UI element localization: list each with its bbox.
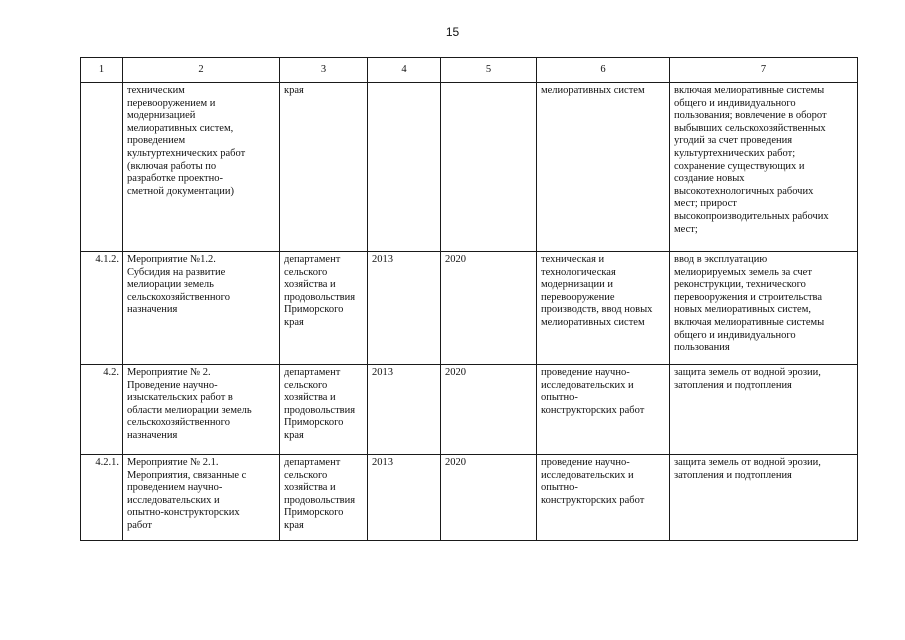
cell-text-line: сельского — [284, 469, 328, 481]
cell-text-line: перевооружения и строительства — [674, 291, 823, 303]
cell-text-line: культуртехнических работ; — [674, 147, 796, 159]
table-body — [81, 83, 858, 541]
cell-text-line: департамент — [284, 367, 341, 378]
cell-text-line: техническая и — [541, 254, 605, 265]
cell-text-line: угодий за счет проведения — [674, 135, 793, 147]
cell-text-line: перевооружением и — [127, 97, 216, 109]
cell-content — [537, 252, 670, 365]
cell-result — [670, 83, 858, 252]
cell-text-line: сельского — [284, 379, 328, 391]
cell-text-line: мелиорации земель — [127, 279, 214, 291]
cell-text-line: продовольствия — [284, 494, 356, 506]
cell-end-year: 2020 — [441, 455, 537, 541]
cell-text-line: мест; прирост — [674, 198, 737, 210]
cell-number: 4.2.1. — [81, 455, 123, 541]
cell-text-line: Приморского — [284, 417, 344, 429]
cell-end-year: 2020 — [441, 252, 537, 365]
cell-text-line: исследовательских и — [127, 494, 220, 506]
cell-activity — [123, 365, 280, 455]
cell-text-line: департамент — [284, 254, 341, 265]
cell-text-line: опытно- — [541, 392, 578, 404]
cell-text-line: затопления и подтопления — [674, 379, 792, 391]
cell-text-line: хозяйства и — [284, 482, 336, 494]
cell-text-line: назначения — [127, 429, 178, 441]
cell-text-line: выбывших сельскохозяйственных — [674, 122, 826, 134]
cell-text-line: продовольствия — [284, 291, 356, 303]
cell-text-line: пользования — [674, 342, 730, 354]
cell-text-line: изыскательских работ в — [127, 392, 233, 404]
cell-text-line: технологическая — [541, 266, 616, 278]
cell-text-line: Субсидия на развитие — [127, 266, 226, 278]
cell-start-year: 2013 — [368, 455, 441, 541]
cell-text-line: проведение научно- — [541, 367, 630, 378]
cell-number: 4.1.2. — [81, 252, 123, 365]
cell-text-line: высокотехнологичных рабочих — [674, 185, 814, 197]
cell-text-line: Мероприятие № 2. — [127, 367, 211, 378]
cell-result — [670, 455, 858, 541]
cell-text-line: модернизации и — [541, 279, 613, 291]
cell-text-line: Приморского — [284, 507, 344, 519]
header-row — [81, 58, 858, 83]
cell-activity — [123, 455, 280, 541]
cell-text-line: хозяйства и — [284, 279, 336, 291]
cell-end-year: 2020 — [441, 365, 537, 455]
cell-text-line: исследовательских и — [541, 379, 634, 391]
cell-text-line: конструкторских работ — [541, 494, 645, 506]
cell-text-line: разработке проектно- — [127, 173, 223, 185]
cell-text-line: конструкторских работ — [541, 404, 645, 416]
program-table — [80, 57, 858, 541]
cell-text-line: пользования; вовлечение в оборот — [674, 110, 827, 122]
cell-text-line: опытно-конструкторских — [127, 507, 240, 519]
cell-text-line: проведение научно- — [541, 457, 630, 468]
cell-text-line: края — [284, 429, 304, 441]
cell-start-year: 2013 — [368, 365, 441, 455]
cell-text-line: высокопроизводительных рабочих — [674, 210, 829, 222]
cell-number — [81, 83, 123, 252]
cell-activity — [123, 252, 280, 365]
cell-text-line: техническим — [127, 85, 185, 96]
cell-text-line: сельского — [284, 266, 328, 278]
cell-text-line: области мелиорации земель — [127, 404, 252, 416]
cell-executor — [280, 83, 368, 252]
cell-text-line: назначения — [127, 304, 178, 316]
cell-text-line: ввод в эксплуатацию — [674, 254, 768, 265]
cell-executor — [280, 365, 368, 455]
cell-text-line: включая мелиоративные системы — [674, 316, 825, 328]
table-row — [81, 455, 858, 541]
table-row — [81, 83, 858, 252]
column-header: 3 — [280, 58, 368, 83]
cell-content — [537, 365, 670, 455]
table-row — [81, 365, 858, 455]
table-row — [81, 252, 858, 365]
cell-text-line: мелиорируемых земель за счет — [674, 266, 812, 278]
cell-content — [537, 83, 670, 252]
cell-text-line: (включая работы по — [127, 160, 217, 172]
cell-text-line: края — [284, 519, 304, 531]
cell-text-line: новых мелиоративных систем, — [674, 304, 811, 316]
page-number: 15 — [445, 25, 460, 39]
cell-end-year — [441, 83, 537, 252]
cell-text-line: сохранение существующих и — [674, 160, 805, 172]
cell-text-line: департамент — [284, 457, 341, 468]
cell-text-line: реконструкции, технического — [674, 279, 806, 291]
cell-text-line: Приморского — [284, 304, 344, 316]
column-header: 5 — [441, 58, 537, 83]
cell-text-line: исследовательских и — [541, 469, 634, 481]
cell-text-line: хозяйства и — [284, 392, 336, 404]
cell-text-line: работ — [127, 519, 152, 531]
cell-text-line: продовольствия — [284, 404, 356, 416]
cell-content — [537, 455, 670, 541]
cell-text-line: Мероприятия, связанные с — [127, 469, 247, 481]
cell-start-year: 2013 — [368, 252, 441, 365]
cell-text-line: проведением научно- — [127, 482, 223, 494]
cell-text-line: мелиоративных систем — [541, 85, 645, 96]
cell-start-year — [368, 83, 441, 252]
cell-activity — [123, 83, 280, 252]
cell-text-line: края — [284, 316, 304, 328]
column-header: 7 — [670, 58, 858, 83]
cell-executor — [280, 455, 368, 541]
column-header: 1 — [81, 58, 123, 83]
cell-text-line: мелиоративных систем, — [127, 122, 234, 134]
cell-text-line: сельскохозяйственного — [127, 417, 230, 429]
cell-result — [670, 365, 858, 455]
cell-number: 4.2. — [81, 365, 123, 455]
cell-result — [670, 252, 858, 365]
cell-text-line: общего и индивидуального — [674, 329, 796, 341]
cell-text-line: мелиоративных систем — [541, 316, 645, 328]
cell-text-line: защита земель от водной эрозии, — [674, 457, 821, 468]
cell-text-line: опытно- — [541, 482, 578, 494]
cell-text-line: защита земель от водной эрозии, — [674, 367, 821, 378]
cell-text-line: края — [284, 85, 304, 96]
cell-text-line: перевооружение — [541, 291, 615, 303]
cell-text-line: производств, ввод новых — [541, 304, 653, 316]
cell-text-line: культуртехнических работ — [127, 147, 246, 159]
column-header: 6 — [537, 58, 670, 83]
cell-text-line: общего и индивидуального — [674, 97, 796, 109]
cell-executor — [280, 252, 368, 365]
cell-text-line: модернизацией — [127, 110, 196, 122]
cell-text-line: сметной документации) — [127, 185, 234, 197]
cell-text-line: Проведение научно- — [127, 379, 218, 391]
cell-text-line: сельскохозяйственного — [127, 291, 230, 303]
column-header: 2 — [123, 58, 280, 83]
cell-text-line: создание новых — [674, 173, 745, 185]
column-header: 4 — [368, 58, 441, 83]
cell-text-line: Мероприятие №1.2. — [127, 254, 216, 265]
cell-text-line: затопления и подтопления — [674, 469, 792, 481]
cell-text-line: мест; — [674, 223, 698, 235]
cell-text-line: Мероприятие № 2.1. — [127, 457, 219, 468]
cell-text-line: проведением — [127, 135, 186, 147]
cell-text-line: включая мелиоративные системы — [674, 85, 825, 96]
